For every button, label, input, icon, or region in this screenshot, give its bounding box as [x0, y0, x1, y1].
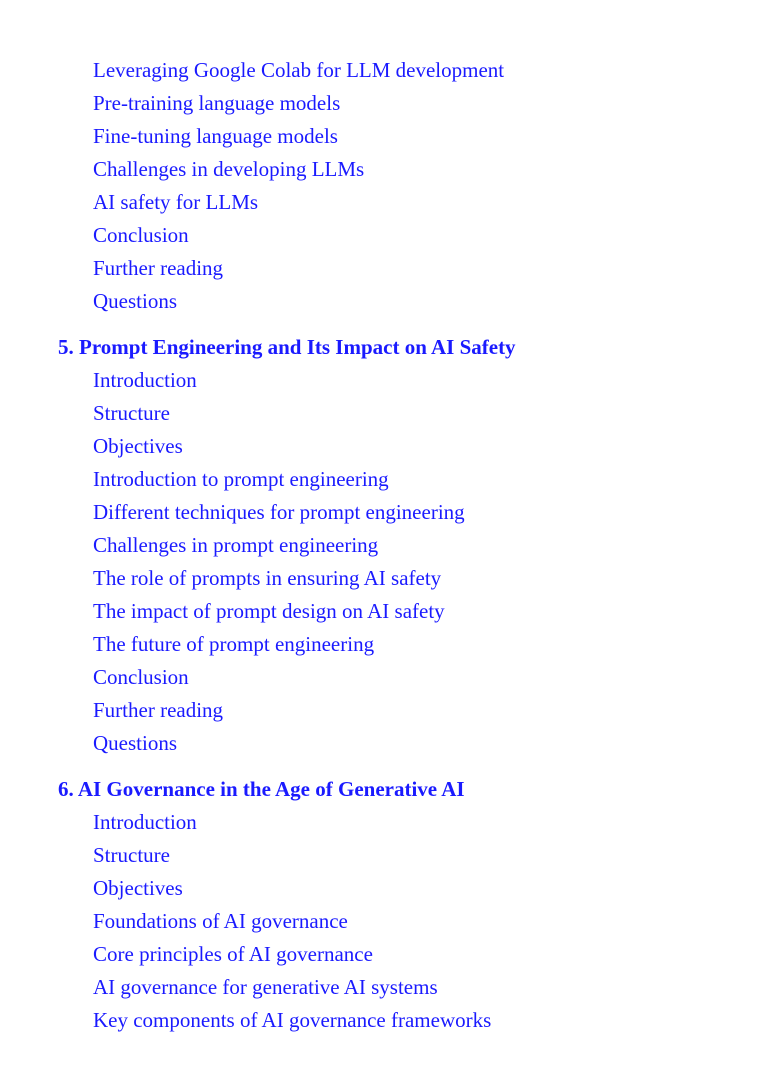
toc-link[interactable]: Introduction to prompt engineering: [93, 467, 389, 491]
toc-link[interactable]: Questions: [93, 731, 177, 755]
toc-link[interactable]: Introduction: [93, 368, 197, 392]
toc-link[interactable]: Challenges in developing LLMs: [93, 157, 365, 181]
toc-link[interactable]: Structure: [93, 843, 170, 867]
toc-link[interactable]: Introduction: [93, 810, 197, 834]
toc-link[interactable]: Pre-training language models: [93, 91, 341, 115]
toc-link[interactable]: Questions: [93, 289, 177, 313]
toc-link[interactable]: Fine-tuning language models: [93, 124, 338, 148]
toc-link[interactable]: Objectives: [93, 434, 183, 458]
chapter-5-title-link[interactable]: 5. Prompt Engineering and Its Impact on AI Safety: [58, 335, 516, 359]
toc-link[interactable]: Further reading: [93, 256, 224, 280]
toc-link[interactable]: Core principles of AI governance: [93, 942, 373, 966]
toc-link[interactable]: Leveraging Google Colab for LLM development: [93, 58, 505, 82]
chapter-6-title-link[interactable]: 6. AI Governance in the Age of Generative AI: [58, 777, 465, 801]
toc-link[interactable]: AI safety for LLMs: [93, 190, 259, 214]
toc-link[interactable]: The future of prompt engineering: [93, 632, 375, 656]
toc-link[interactable]: The role of prompts in ensuring AI safety: [93, 566, 442, 590]
toc-link[interactable]: Foundations of AI governance: [93, 909, 348, 933]
toc-link[interactable]: Different techniques for prompt engineering: [93, 500, 465, 524]
toc-link[interactable]: Key components of AI governance frameworks: [93, 1008, 492, 1032]
toc-link[interactable]: Structure: [93, 401, 170, 425]
toc-link[interactable]: The impact of prompt design on AI safety: [93, 599, 445, 623]
toc-link[interactable]: Further reading: [93, 698, 224, 722]
toc-link[interactable]: Conclusion: [93, 665, 189, 689]
toc-link[interactable]: Challenges in prompt engineering: [93, 533, 379, 557]
toc-link[interactable]: AI governance for generative AI systems: [93, 975, 438, 999]
toc-link[interactable]: Conclusion: [93, 223, 189, 247]
toc-link[interactable]: Objectives: [93, 876, 183, 900]
